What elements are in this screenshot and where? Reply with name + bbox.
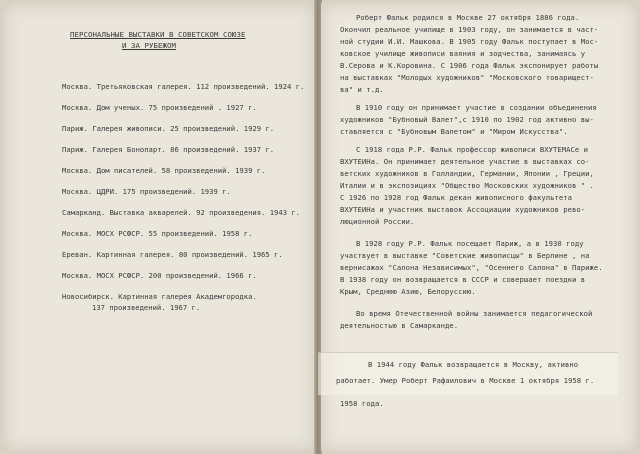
bio-line: Во время Отечественной войны занимается педагогической xyxy=(356,309,593,318)
bio-line: ВХУТЕИНа и участник выставок Ассоциации художников рево- xyxy=(340,205,586,214)
exhibitions-heading-line-2: И ЗА РУБЕЖОМ xyxy=(122,41,176,50)
pasted-slip xyxy=(318,352,618,395)
bio-line: ставляется с "Бубновым Валетом" и "Миром Искусства". xyxy=(340,127,568,136)
bio-line: люционной России. xyxy=(340,217,415,226)
bio-line: ной студии И.И. Машкова. В 1905 году Фальк поступает в Мос- xyxy=(340,37,599,46)
exhibition-entry: 137 произведений. 1967 г. xyxy=(92,303,201,312)
bio-line: В.Серова и К.Коровина. С 1906 года Фальк экспонирует работы xyxy=(340,61,599,70)
bio-line: ковское училище живописи ваяния и зодчества, занимаясь у xyxy=(340,49,586,58)
exhibition-entry: Москва. Дом писателей. 58 произведений. 1939 г. xyxy=(62,166,266,175)
bio-line: ВХУТЕИНа. Он принимает деятельное участие в выставках со- xyxy=(340,157,590,166)
bio-line: ва" и т.д. xyxy=(340,85,384,94)
exhibition-entry: Париж. Галерея живописи. 25 произведений. 1929 г. xyxy=(62,124,275,133)
bio-line: участвует в выставке "Советские живописцы" в Берлине , на xyxy=(340,251,590,260)
bio-line: С 1918 года Р.Р. Фальк профессор живописи ВХУТЕМАСе и xyxy=(356,145,588,154)
bio-line: В 1910 году он принимает участие в создании объединения xyxy=(356,103,597,112)
exhibition-entry: Москва. МОСХ РСФСР. 55 произведений. 1958 г. xyxy=(62,229,253,238)
bio-line: 1958 года. xyxy=(340,399,384,408)
exhibition-entry: Париж. Галерея Бонопарт. 86 произведений. 1937 г. xyxy=(62,145,275,154)
bio-line: деятельностью в Самарканде. xyxy=(340,321,459,330)
exhibition-entry: Новосибирск. Картинная галерея Академгородка. xyxy=(62,292,257,301)
left-page xyxy=(3,3,315,451)
pasted-slip-line: работает. Умер Роберт Рафаилович в Москве 1 октября 1958 г. xyxy=(336,376,595,385)
bio-line: Крым, Среднюю Азию, Белоруссию. xyxy=(340,287,476,296)
bio-line: С 1926 по 1928 год Фальк декан живописного факультета xyxy=(340,193,572,202)
pasted-slip-line: В 1944 году Фальк возвращается в Москву, активно xyxy=(368,360,579,369)
bio-line: Окончил реальное училище в 1903 году, он занимается в част- xyxy=(340,25,599,34)
bio-line: на выставках "Молодых художников" "Московского товарищест- xyxy=(340,73,594,82)
bio-line: вернисажах "Салона Независимых", "Осеннего Салона" в Париже. xyxy=(340,263,603,272)
exhibition-entry: Москва. ЦДРИ. 175 произведений. 1939 г. xyxy=(62,187,231,196)
bio-line: ветских художников в Голландии, Германии, Японии , Греции, xyxy=(340,169,594,178)
exhibition-entry: Москва. МОСХ РСФСР. 200 произведений. 1966 г. xyxy=(62,271,257,280)
bio-line: В 1928 году Р.Р. Фальк посещает Париж, а в 1930 году xyxy=(356,239,584,248)
bio-line: художников "Бубновый Валет",с 1910 по 1902 год активно вы- xyxy=(340,115,594,124)
exhibition-entry: Самарканд. Выставка акварелей. 92 произведения. 1943 г. xyxy=(62,208,300,217)
exhibition-entry: Москва. Дом ученых. 75 произведений . 1927 г. xyxy=(62,103,257,112)
bio-line: В 1938 году он возвращается в СССР и совершает поездки в xyxy=(340,275,586,284)
exhibition-entry: Ереван. Картинная галерея. 80 произведений. 1965 г. xyxy=(62,250,283,259)
bio-line: Роберт Фальк родился в Москве 27 октября 1886 года. xyxy=(356,13,580,22)
bio-line: Италии и в экспозициях "Общество Московских художников " . xyxy=(340,181,594,190)
exhibition-entry: Москва. Третьяковская галерея. 112 произведений. 1924 г. xyxy=(62,82,305,91)
exhibitions-heading-line-1: ПЕРСОНАЛЬНЫЕ ВЫСТАВКИ В СОВЕТСКОМ СОЮЗЕ xyxy=(70,30,246,39)
